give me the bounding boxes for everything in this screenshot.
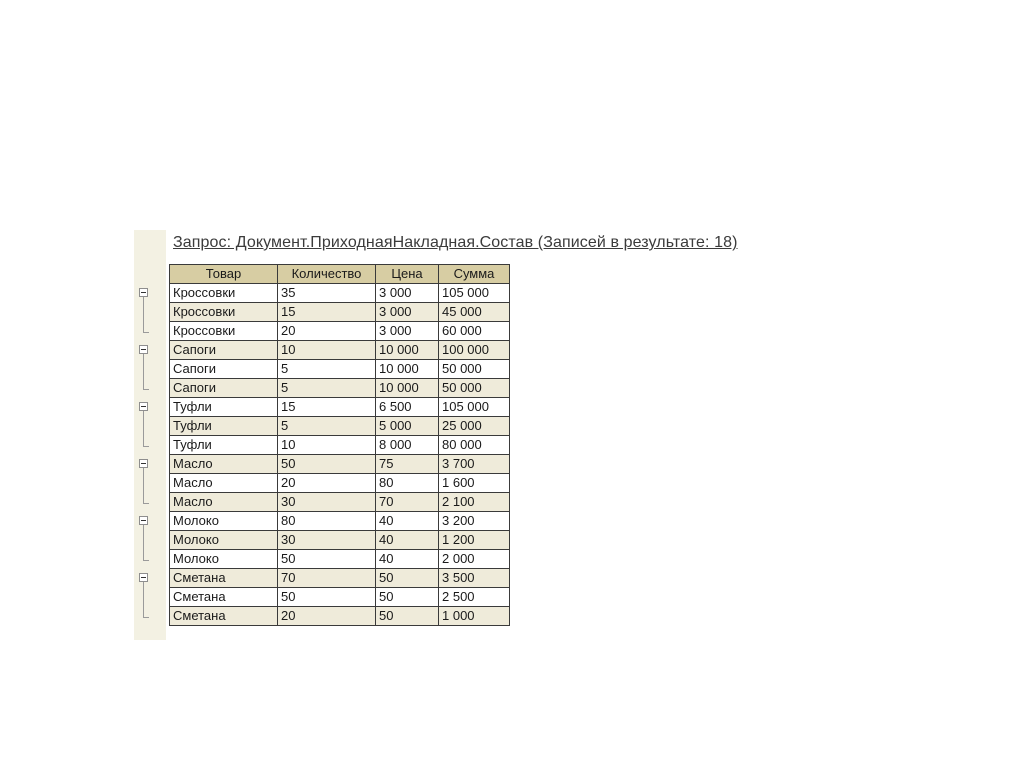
group-row[interactable] (170, 398, 510, 417)
tree-connector-line (143, 411, 149, 447)
cell-item[interactable]: Кроссовки (170, 322, 278, 341)
collapse-minus-icon[interactable] (139, 516, 148, 525)
report-title: Запрос: Документ.ПриходнаяНакладная.Состав (Записей в результате: 18) (173, 234, 738, 251)
cell-quantity[interactable]: 30 (278, 531, 376, 550)
cell-quantity[interactable]: 10 (278, 436, 376, 455)
collapse-minus-icon[interactable] (139, 345, 148, 354)
cell-quantity[interactable]: 50 (278, 588, 376, 607)
cell-item[interactable]: Масло (170, 474, 278, 493)
cell-item[interactable]: Кроссовки (170, 303, 278, 322)
cell-item[interactable]: Сметана (170, 588, 278, 607)
detail-row[interactable] (170, 588, 510, 607)
cell-item[interactable]: Кроссовки (170, 284, 278, 303)
cell-price[interactable]: 10 000 (376, 379, 439, 398)
detail-row[interactable] (170, 474, 510, 493)
detail-row[interactable] (170, 360, 510, 379)
detail-row[interactable] (170, 322, 510, 341)
cell-sum[interactable]: 3 200 (439, 512, 510, 531)
cell-sum[interactable]: 3 500 (439, 569, 510, 588)
cell-price[interactable]: 6 500 (376, 398, 439, 417)
collapse-minus-icon[interactable] (139, 402, 148, 411)
group-row[interactable] (170, 569, 510, 588)
cell-quantity[interactable]: 5 (278, 379, 376, 398)
cell-price[interactable]: 40 (376, 531, 439, 550)
cell-sum[interactable]: 2 500 (439, 588, 510, 607)
cell-price[interactable]: 80 (376, 474, 439, 493)
result-table (169, 264, 510, 626)
group-row[interactable] (170, 455, 510, 474)
cell-quantity[interactable]: 15 (278, 398, 376, 417)
cell-item[interactable]: Молоко (170, 531, 278, 550)
tree-connector-line (143, 354, 149, 390)
detail-row[interactable] (170, 379, 510, 398)
detail-row[interactable] (170, 303, 510, 322)
cell-item[interactable]: Туфли (170, 436, 278, 455)
detail-row[interactable] (170, 531, 510, 550)
cell-sum[interactable]: 45 000 (439, 303, 510, 322)
group-row[interactable] (170, 284, 510, 303)
cell-sum[interactable]: 105 000 (439, 398, 510, 417)
cell-quantity[interactable]: 80 (278, 512, 376, 531)
column-header-quantity[interactable]: Количество (278, 265, 376, 284)
cell-item[interactable]: Молоко (170, 512, 278, 531)
tree-connector-line (143, 525, 149, 561)
cell-price[interactable]: 5 000 (376, 417, 439, 436)
cell-item[interactable]: Туфли (170, 417, 278, 436)
cell-sum[interactable]: 50 000 (439, 360, 510, 379)
cell-quantity[interactable]: 10 (278, 341, 376, 360)
cell-price[interactable]: 50 (376, 607, 439, 626)
cell-sum[interactable]: 105 000 (439, 284, 510, 303)
cell-quantity[interactable]: 20 (278, 607, 376, 626)
cell-item[interactable]: Сметана (170, 607, 278, 626)
cell-sum[interactable]: 80 000 (439, 436, 510, 455)
cell-quantity[interactable]: 5 (278, 360, 376, 379)
cell-quantity[interactable]: 20 (278, 322, 376, 341)
cell-sum[interactable]: 50 000 (439, 379, 510, 398)
cell-item[interactable]: Сметана (170, 569, 278, 588)
collapse-minus-icon[interactable] (139, 573, 148, 582)
cell-sum[interactable]: 100 000 (439, 341, 510, 360)
cell-sum[interactable]: 1 200 (439, 531, 510, 550)
cell-item[interactable]: Сапоги (170, 360, 278, 379)
cell-sum[interactable]: 2 000 (439, 550, 510, 569)
cell-price[interactable]: 50 (376, 569, 439, 588)
cell-sum[interactable]: 3 700 (439, 455, 510, 474)
cell-price[interactable]: 3 000 (376, 322, 439, 341)
cell-sum[interactable]: 1 000 (439, 607, 510, 626)
cell-quantity[interactable]: 35 (278, 284, 376, 303)
cell-price[interactable]: 8 000 (376, 436, 439, 455)
cell-quantity[interactable]: 5 (278, 417, 376, 436)
table-body (170, 284, 510, 626)
cell-price[interactable]: 40 (376, 512, 439, 531)
collapse-minus-icon[interactable] (139, 459, 148, 468)
cell-price[interactable]: 40 (376, 550, 439, 569)
cell-item[interactable]: Масло (170, 493, 278, 512)
cell-quantity[interactable]: 50 (278, 550, 376, 569)
cell-quantity[interactable]: 70 (278, 569, 376, 588)
cell-price[interactable]: 10 000 (376, 360, 439, 379)
cell-quantity[interactable]: 15 (278, 303, 376, 322)
tree-connector-line (143, 468, 149, 504)
cell-price[interactable]: 3 000 (376, 284, 439, 303)
column-header-sum[interactable]: Сумма (439, 265, 510, 284)
detail-row[interactable] (170, 417, 510, 436)
cell-price[interactable]: 50 (376, 588, 439, 607)
cell-price[interactable]: 75 (376, 455, 439, 474)
cell-price[interactable]: 70 (376, 493, 439, 512)
table-header-row (170, 265, 510, 284)
cell-item[interactable]: Туфли (170, 398, 278, 417)
detail-row[interactable] (170, 436, 510, 455)
cell-quantity[interactable]: 30 (278, 493, 376, 512)
detail-row[interactable] (170, 607, 510, 626)
cell-item[interactable]: Сапоги (170, 341, 278, 360)
query-result-report (134, 230, 834, 640)
cell-item[interactable]: Молоко (170, 550, 278, 569)
cell-price[interactable]: 10 000 (376, 341, 439, 360)
cell-sum[interactable]: 60 000 (439, 322, 510, 341)
column-header-item[interactable]: Товар (170, 265, 278, 284)
cell-sum[interactable]: 2 100 (439, 493, 510, 512)
cell-sum[interactable]: 25 000 (439, 417, 510, 436)
cell-price[interactable]: 3 000 (376, 303, 439, 322)
cell-quantity[interactable]: 20 (278, 474, 376, 493)
cell-sum[interactable]: 1 600 (439, 474, 510, 493)
group-row[interactable] (170, 512, 510, 531)
tree-connector-line (143, 297, 149, 333)
collapse-minus-icon[interactable] (139, 288, 148, 297)
cell-quantity[interactable]: 50 (278, 455, 376, 474)
group-row[interactable] (170, 341, 510, 360)
column-header-price[interactable]: Цена (376, 265, 439, 284)
cell-item[interactable]: Масло (170, 455, 278, 474)
tree-connector-line (143, 582, 149, 618)
cell-item[interactable]: Сапоги (170, 379, 278, 398)
detail-row[interactable] (170, 550, 510, 569)
detail-row[interactable] (170, 493, 510, 512)
